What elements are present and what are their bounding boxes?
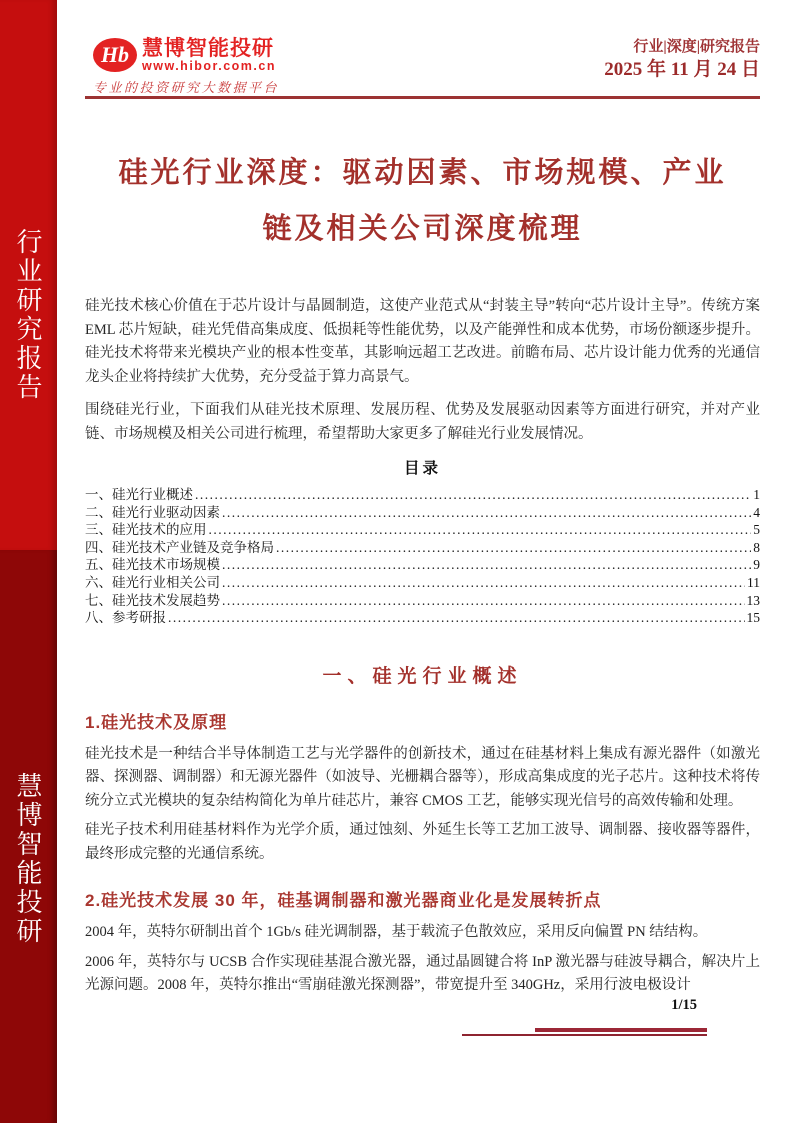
intro-paragraph-2: 围绕硅光行业，下面我们从硅光技术原理、发展历程、优势及发展驱动因素等方面进行研究，并对产业链、市场规模及相关公司进行梳理，希望帮助大家更多了解硅光行业发展情况。 xyxy=(85,402,760,442)
toc-item-5[interactable] xyxy=(85,556,760,574)
sidebar-vertical-label-brand: 慧博智能投研 xyxy=(13,772,43,946)
table-of-contents xyxy=(85,486,760,627)
toc-item-label: 五、硅光技术市场规模 xyxy=(85,557,220,573)
toc-item-8[interactable] xyxy=(85,609,760,627)
toc-item-3[interactable] xyxy=(85,521,760,539)
toc-item-2[interactable] xyxy=(85,504,760,522)
sidebar-bottom-band xyxy=(0,550,57,1123)
brand-monogram-icon: Hb xyxy=(93,38,137,72)
toc-dot-leader xyxy=(276,539,751,557)
toc-item-page: 9 xyxy=(753,557,760,573)
toc-dot-leader xyxy=(222,556,751,574)
toc-dot-leader xyxy=(209,521,752,539)
sidebar-top-band xyxy=(0,0,57,550)
left-sidebar xyxy=(0,0,57,1123)
toc-item-6[interactable] xyxy=(85,574,760,592)
brand-url: www.hibor.com.cn xyxy=(142,59,276,73)
toc-item-page: 15 xyxy=(746,610,760,626)
report-header xyxy=(85,0,760,99)
toc-dot-leader xyxy=(168,609,745,627)
toc-item-label: 六、硅光行业相关公司 xyxy=(85,574,220,590)
toc-dot-leader xyxy=(195,486,751,504)
toc-item-label: 七、硅光技术发展趋势 xyxy=(85,592,220,608)
subsection-1-paragraph-2: 硅光子技术利用硅基材料作为光学介质，通过蚀刻、外延生长等工艺加工波导、调制器、接收器等器件，最终形成完整的光通信系统。 xyxy=(85,822,760,862)
subsection-1-heading: 1.硅光技术及原理 xyxy=(85,712,228,732)
toc-heading: 目录 xyxy=(403,460,441,477)
report-category: 行业|深度|研究报告 xyxy=(633,39,760,55)
toc-dot-leader xyxy=(222,574,745,592)
toc-item-4[interactable] xyxy=(85,539,760,557)
footer-rule-thin xyxy=(462,1034,707,1036)
toc-item-label: 三、硅光技术的应用 xyxy=(85,522,207,538)
toc-item-page: 1 xyxy=(753,487,760,502)
toc-item-7[interactable] xyxy=(85,592,760,610)
section-1-heading: 一、硅光行业概述 xyxy=(322,665,523,687)
brand-logo xyxy=(93,38,279,96)
report-date: 2025 年 11 月 24 日 xyxy=(604,59,760,80)
page-number: 1/15 xyxy=(671,997,697,1013)
sidebar-vertical-label-report-type: 行业研究报告 xyxy=(13,228,43,402)
toc-item-page: 13 xyxy=(746,592,760,608)
toc-item-label: 二、硅光行业驱动因素 xyxy=(85,504,220,520)
toc-item-page: 4 xyxy=(753,504,760,520)
toc-item-1[interactable] xyxy=(85,486,760,504)
toc-item-page: 11 xyxy=(747,574,760,590)
toc-dot-leader xyxy=(222,504,751,522)
brand-name: 慧博智能投研 xyxy=(142,37,274,60)
subsection-2-paragraph-2: 2006 年，英特尔与 UCSB 合作实现硅基混合激光器，通过晶圆键合将 InP 激光器与硅波导耦合，解决片上光源问题。2008 年，英特尔推出“雪崩硅激光探测器”，带宽提升至 340GHz，采用行波电极设计 xyxy=(85,953,760,994)
toc-item-page: 8 xyxy=(753,539,760,555)
subsection-2-heading: 2.硅光技术发展 30 年，硅基调制器和激光器商业化是发展转折点 xyxy=(85,891,602,911)
subsection-1-paragraph-1: 硅光技术是一种结合半导体制造工艺与光学器件的创新技术，通过在硅基材料上集成有源光器件（如激光器、探测器、调制器）和无源光器件（如波导、光栅耦合器等），形成高集成度的光子芯片。这种技术将传统分立式光模块的复杂结构简化为单片硅芯片，兼容 CMOS 工艺，能够实现光信号的高效传输和处理。 xyxy=(85,745,760,809)
intro-paragraph-1: 硅光技术核心价值在于芯片设计与晶圆制造，这使产业范式从“封装主导”转向“芯片设计主导”。传统方案 EML 芯片短缺，硅光凭借高集成度、低损耗等性能优势，以及产能弹性和成本优势，市场份额逐步提升。硅光技术将带来光模块产业的根本性变革，其影响远超工艺改进。前瞻布局、芯片设计能力优秀的光通信龙头企业将持续扩大优势，充分受益于算力高景气。 xyxy=(85,298,760,385)
header-meta xyxy=(604,38,760,82)
toc-item-label: 四、硅光技术产业链及竞争格局 xyxy=(85,539,274,555)
footer-rule-thick xyxy=(535,1028,707,1032)
report-title: 硅光行业深度：驱动因素、市场规模、产业链及相关公司深度梳理 xyxy=(118,157,727,245)
toc-item-page: 5 xyxy=(753,522,760,538)
subsection-2-paragraph-1: 2004 年，英特尔研制出首个 1Gb/s 硅光调制器，基于载流子色散效应，采用反向偏置 PN 结结构。 xyxy=(85,924,708,941)
toc-item-label: 八、参考研报 xyxy=(85,610,166,626)
toc-dot-leader xyxy=(222,592,745,610)
toc-item-label: 一、硅光行业概述 xyxy=(85,487,193,502)
brand-slogan: 专业的投资研究大数据平台 xyxy=(93,80,280,96)
page-content xyxy=(57,0,794,998)
